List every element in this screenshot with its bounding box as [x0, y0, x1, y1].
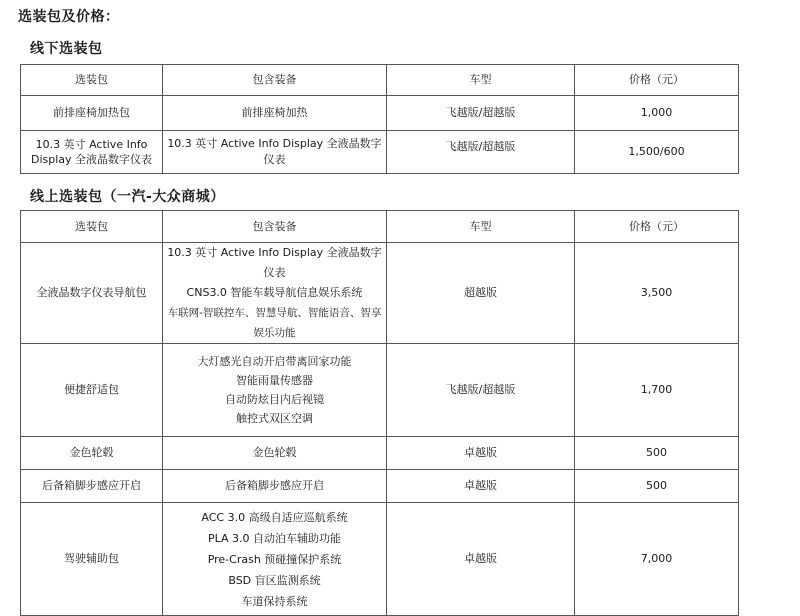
offline-packages-table [20, 64, 739, 174]
equipment-item: 10.3 英寸 Active Info Display 全液晶数字仪表 [167, 246, 382, 279]
package-price: 1,700 [575, 344, 739, 437]
package-name: 金色轮毂 [21, 437, 163, 470]
package-model: 卓越版 [387, 437, 575, 470]
equipment-item: 智能雨量传感器 [236, 374, 313, 387]
package-price: 500 [575, 470, 739, 503]
offline-section-title: 线下选装包 [30, 41, 103, 57]
equipment-item: BSD 盲区监测系统 [228, 573, 321, 587]
table-row [21, 131, 739, 174]
equipment-item: PLA 3.0 自动泊车辅助功能 [207, 531, 342, 545]
online-packages-table [20, 210, 739, 616]
equipment-item: 大灯感光自动开启带离回家功能 [197, 355, 352, 368]
package-price: 3,500 [575, 243, 739, 344]
package-model: 卓越版 [387, 503, 575, 616]
package-equipment: 前排座椅加热 [163, 96, 387, 131]
package-name: 前排座椅加热包 [21, 96, 163, 131]
package-model: 卓越版 [387, 470, 575, 503]
equipment-item: CNS3.0 智能车载导航信息娱乐系统 [186, 286, 363, 299]
online-section-title: 线上选装包（一汽-大众商城） [30, 189, 225, 205]
table-row [21, 470, 739, 503]
package-price: 500 [575, 437, 739, 470]
column-header-model: 车型 [387, 65, 575, 96]
package-model: 超越版 [387, 243, 575, 344]
package-name: 驾驶辅助包 [21, 503, 163, 616]
package-name: 10.3 英寸 Active Info Display 全液晶数字仪表 [21, 131, 163, 174]
column-header-package: 选装包 [21, 65, 163, 96]
package-equipment [163, 503, 387, 616]
column-header-model: 车型 [387, 211, 575, 243]
package-equipment [163, 344, 387, 437]
package-name: 便捷舒适包 [21, 344, 163, 437]
package-equipment [163, 243, 387, 344]
package-equipment: 后备箱脚步感应开启 [163, 470, 387, 503]
table-row [21, 96, 739, 131]
package-price: 1,500/600 [575, 131, 739, 174]
equipment-item: 车联网-智联控车、智慧导航、智能语音、智享娱乐功能 [167, 307, 382, 339]
equipment-item: 自动防炫目内后视镜 [225, 393, 324, 406]
package-name: 全液晶数字仪表导航包 [21, 243, 163, 344]
equipment-item: 车道保持系统 [241, 594, 308, 608]
package-model: 飞越版/超越版 [387, 96, 575, 131]
table-row [21, 344, 739, 437]
package-equipment: 10.3 英寸 Active Info Display 全液晶数字仪表 [163, 131, 387, 174]
column-header-equipment: 包含装备 [163, 211, 387, 243]
equipment-item: 触控式双区空调 [236, 412, 313, 425]
table-header-row [21, 65, 739, 96]
package-price: 7,000 [575, 503, 739, 616]
package-name: 后备箱脚步感应开启 [21, 470, 163, 503]
column-header-package: 选装包 [21, 211, 163, 243]
package-model: 飞越版/超越版 [445, 140, 516, 153]
equipment-item: ACC 3.0 高级自适应巡航系统 [201, 510, 348, 524]
package-equipment: 金色轮毂 [163, 437, 387, 470]
table-row [21, 243, 739, 344]
column-header-price: 价格（元） [575, 65, 739, 96]
column-header-equipment: 包含装备 [163, 65, 387, 96]
table-row [21, 437, 739, 470]
table-row [21, 503, 739, 616]
package-model: 飞越版/超越版 [387, 344, 575, 437]
equipment-item: Pre-Crash 预碰撞保护系统 [207, 552, 342, 566]
package-price: 1,000 [575, 96, 739, 131]
column-header-price: 价格（元） [575, 211, 739, 243]
page-title: 选装包及价格： [18, 9, 120, 25]
table-header-row [21, 211, 739, 243]
